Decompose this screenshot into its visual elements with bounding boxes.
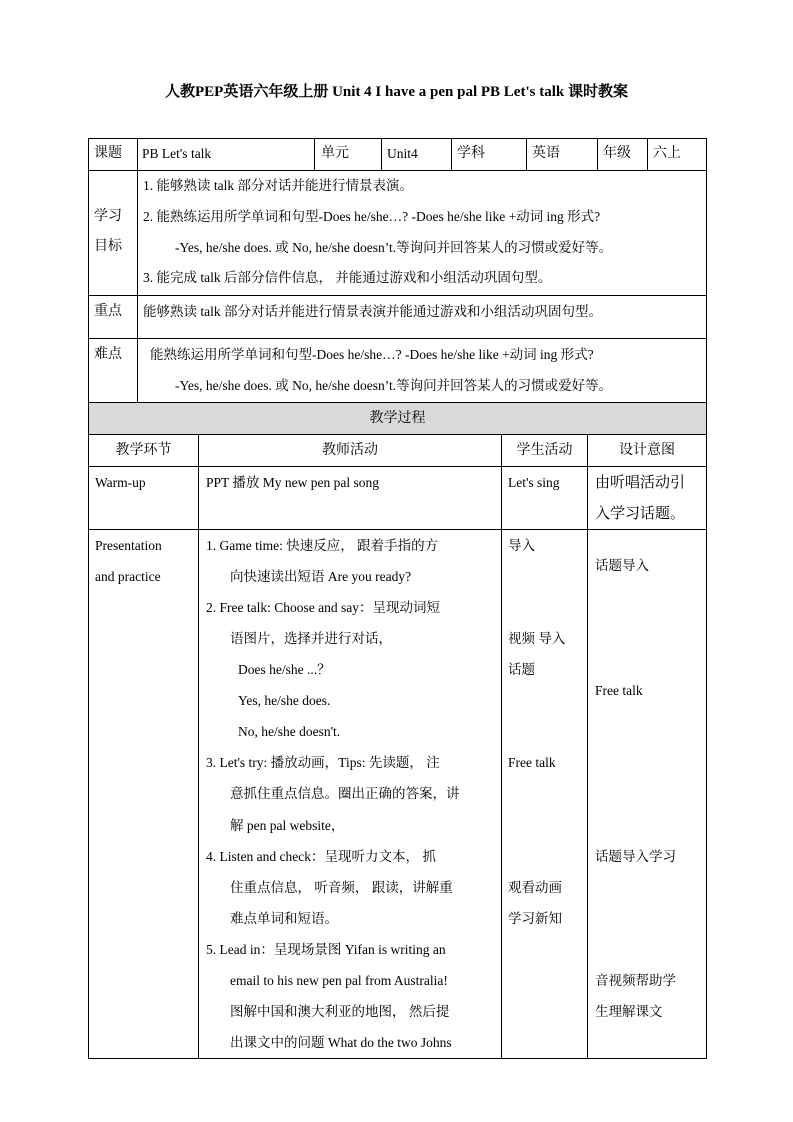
- col-stage-header: 教学环节: [115, 443, 172, 458]
- student-line: 学习新知: [508, 911, 562, 926]
- grade-value: 六上: [653, 146, 681, 161]
- teacher-line: email to his new pen pal from Australia!: [230, 973, 448, 988]
- lesson-topic-label: 课题: [94, 146, 122, 161]
- warmup-intent-2: 入学习话题。: [595, 506, 686, 522]
- teacher-line: 1. Game time: 快速反应， 跟着手指的方: [206, 538, 439, 553]
- teacher-line: 4. Listen and check：呈现听力文本， 抓: [206, 849, 436, 864]
- difficulties-line-1: 能熟练运用所学单词和句型-Does he/she…? -Does he/she like +动词 ing 形式?: [150, 347, 594, 362]
- subject-label: 学科: [457, 146, 485, 161]
- subject-value: 英语: [532, 146, 560, 161]
- col-intent-header: 设计意图: [619, 443, 675, 458]
- teacher-line: 解 pen pal website，: [230, 818, 345, 833]
- intent-line: 话题导入学习: [595, 849, 676, 864]
- objectives-label-2: 目标: [94, 239, 122, 254]
- unit-value: Unit4: [387, 146, 418, 161]
- intent-line: 生理解课文: [595, 1004, 663, 1019]
- objectives-label-1: 学习: [94, 209, 122, 224]
- teacher-line: 难点单词和短语。: [230, 911, 338, 926]
- student-line: 话题: [508, 662, 535, 677]
- unit-label: 单元: [321, 146, 349, 161]
- grade-label: 年级: [603, 146, 631, 161]
- intent-line: Free talk: [595, 683, 643, 698]
- warmup-student: Let's sing: [508, 475, 560, 490]
- col-student-header: 学生活动: [516, 443, 573, 458]
- teacher-line: 3. Let's try: 播放动画，Tips: 先读题， 注: [206, 755, 440, 770]
- warmup-stage: Warm-up: [95, 475, 146, 490]
- warmup-intent-1: 由听唱活动引: [595, 475, 686, 491]
- student-line: 视频 导入: [508, 631, 566, 646]
- col-teacher-header: 教师活动: [322, 443, 378, 458]
- teacher-line: 5. Lead in：呈现场景图 Yifan is writing an: [206, 942, 446, 957]
- presentation-stage-2: and practice: [95, 569, 161, 584]
- teacher-line: Does he/she ...？: [238, 662, 331, 677]
- teacher-line: 住重点信息， 听音频， 跟读，讲解重: [230, 880, 453, 895]
- objective-line-4: 3. 能完成 talk 后部分信件信息， 并能通过游戏和小组活动巩固句型。: [143, 270, 552, 285]
- teacher-line: No, he/she doesn't.: [238, 724, 341, 739]
- key-points-label: 重点: [94, 304, 122, 319]
- difficulties-label: 难点: [94, 347, 122, 362]
- objective-line-2: 2. 能熟练运用所学单词和句型-Does he/she…? -Does he/she like +动词 ing 形式?: [143, 209, 601, 224]
- process-heading: 教学过程: [369, 411, 426, 426]
- teacher-line: 语图片，选择并进行对话，: [230, 631, 392, 646]
- warmup-teacher: PPT 播放 My new pen pal song: [206, 475, 380, 490]
- lesson-topic-value: PB Let's talk: [142, 146, 212, 161]
- key-points-text: 能够熟读 talk 部分对话并能进行情景表演并能通过游戏和小组活动巩固句型。: [143, 304, 602, 319]
- intent-line: 话题导入: [595, 558, 649, 573]
- difficulties-line-2: -Yes, he/she does. 或 No, he/she doesn’t.等询问并回答某人的习惯或爱好等。: [175, 378, 613, 393]
- objective-line-1: 1. 能够熟读 talk 部分对话并能进行情景表演。: [143, 178, 413, 193]
- teacher-line: 2. Free talk: Choose and say：呈现动词短: [206, 600, 440, 615]
- teacher-line: Yes, he/she does.: [238, 693, 331, 708]
- document-title: 人教PEP英语六年级上册 Unit 4 I have a pen pal PB Let's talk 课时教案: [165, 84, 628, 100]
- presentation-stage-1: Presentation: [95, 538, 162, 553]
- teacher-line: 图解中国和澳大利亚的地图， 然后提: [230, 1004, 450, 1019]
- student-line: 观看动画: [508, 880, 562, 895]
- student-line: 导入: [508, 538, 535, 553]
- teacher-line: 出课文中的问题 What do the two Johns: [230, 1035, 452, 1050]
- intent-line: 音视频帮助学: [595, 973, 676, 988]
- teacher-line: 向快速读出短语 Are you ready?: [230, 569, 412, 584]
- objective-line-3: -Yes, he/she does. 或 No, he/she doesn’t.等询问并回答某人的习惯或爱好等。: [175, 240, 613, 255]
- teacher-line: 意抓住重点信息。圈出正确的答案，讲: [230, 786, 460, 801]
- student-line: Free talk: [508, 755, 556, 770]
